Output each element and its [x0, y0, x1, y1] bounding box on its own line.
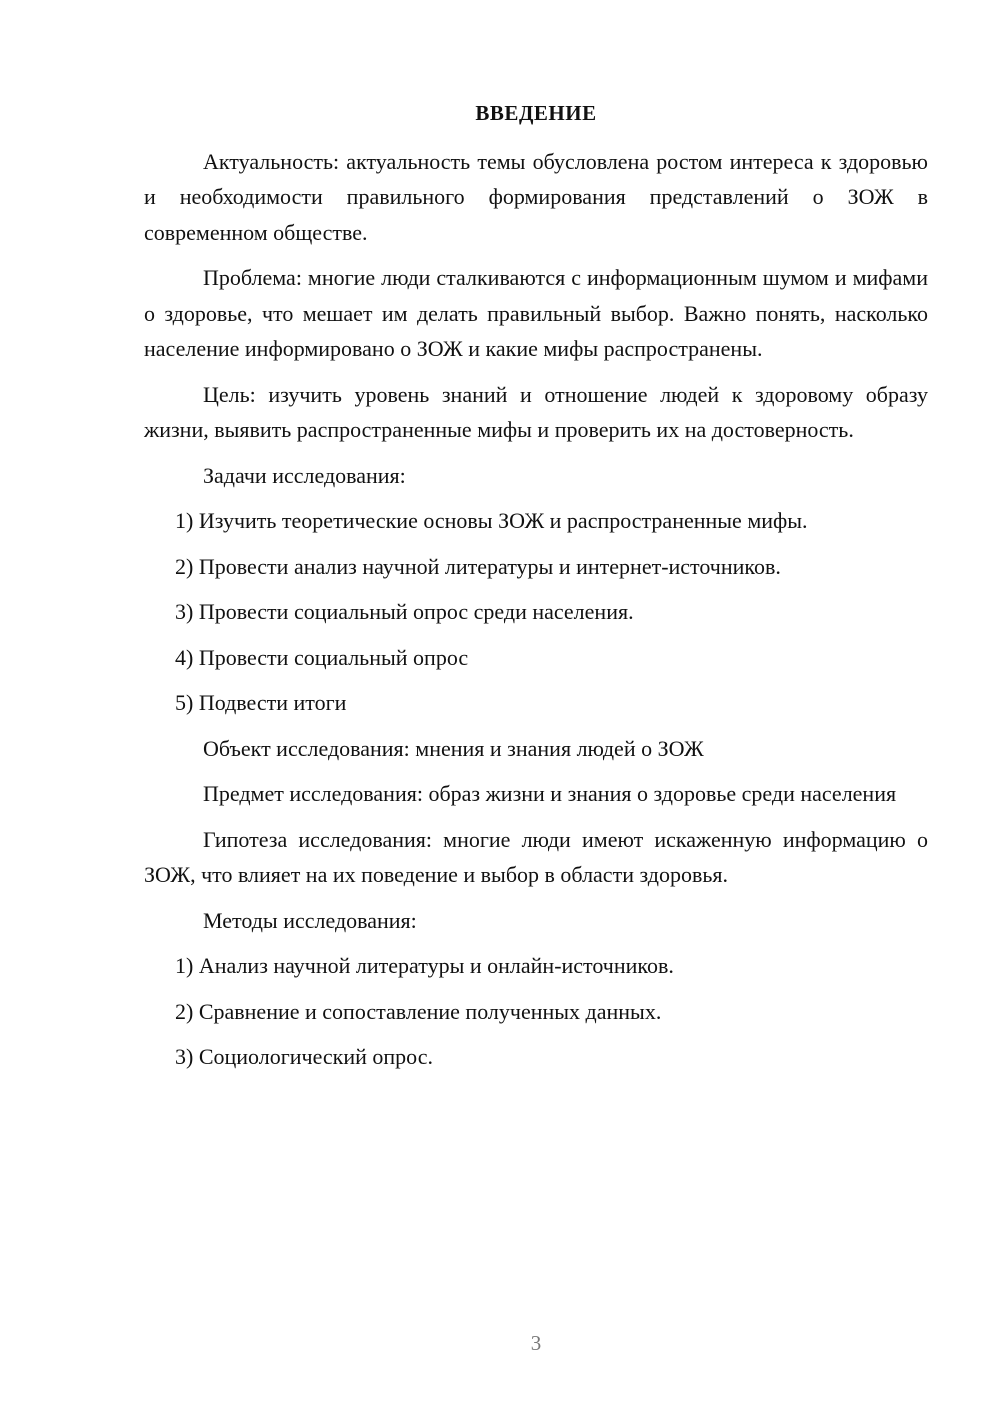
paragraph-problem: Проблема: многие люди сталкиваются с информационным шумом и мифами о здоровье, что мешает им делать правильный выбор. Важно понять, насколько население информировано о ЗОЖ и какие мифы распространены.: [144, 265, 928, 361]
tasks-label: Задачи исследования:: [203, 462, 406, 488]
list-item: 5) Подвести итоги: [175, 690, 347, 715]
paragraph-object: Объект исследования: мнения и знания людей о ЗОЖ: [203, 735, 704, 761]
list-item: 4) Провести социальный опрос: [175, 644, 469, 670]
page-number: 3: [530, 1331, 542, 1355]
list-item: 3) Социологический опрос.: [175, 1044, 433, 1069]
methods-label: Методы исследования:: [203, 907, 417, 933]
section-heading: ВВЕДЕНИЕ: [475, 101, 597, 125]
page-content: [144, 96, 928, 1085]
list-item: 1) Изучить теоретические основы ЗОЖ и распространенные мифы.: [175, 508, 808, 533]
paragraph-relevance: Актуальность: актуальность темы обусловлена ростом интереса к здоровью и необходимости правильного формирования представлений о ЗОЖ в современном обществе.: [144, 148, 928, 245]
list-item: 1) Анализ научной литературы и онлайн-источников.: [175, 953, 674, 978]
paragraph-goal: Цель: изучить уровень знаний и отношение людей к здоровому образу жизни, выявить распространенные мифы и проверить их на достоверность.: [144, 381, 928, 442]
list-item: 3) Провести социальный опрос среди населения.: [175, 599, 634, 624]
paragraph-subject: Предмет исследования: образ жизни и знания о здоровье среди населения: [203, 781, 897, 806]
tasks-list: [144, 503, 928, 721]
methods-list: [144, 948, 928, 1075]
list-item: 2) Провести анализ научной литературы и интернет-источников.: [175, 553, 781, 579]
paragraph-hypothesis: Гипотеза исследования: многие люди имеют искаженную информацию о ЗОЖ, что влияет на их поведение и выбор в области здоровья.: [144, 826, 928, 887]
list-item: 2) Сравнение и сопоставление полученных данных.: [175, 998, 662, 1024]
